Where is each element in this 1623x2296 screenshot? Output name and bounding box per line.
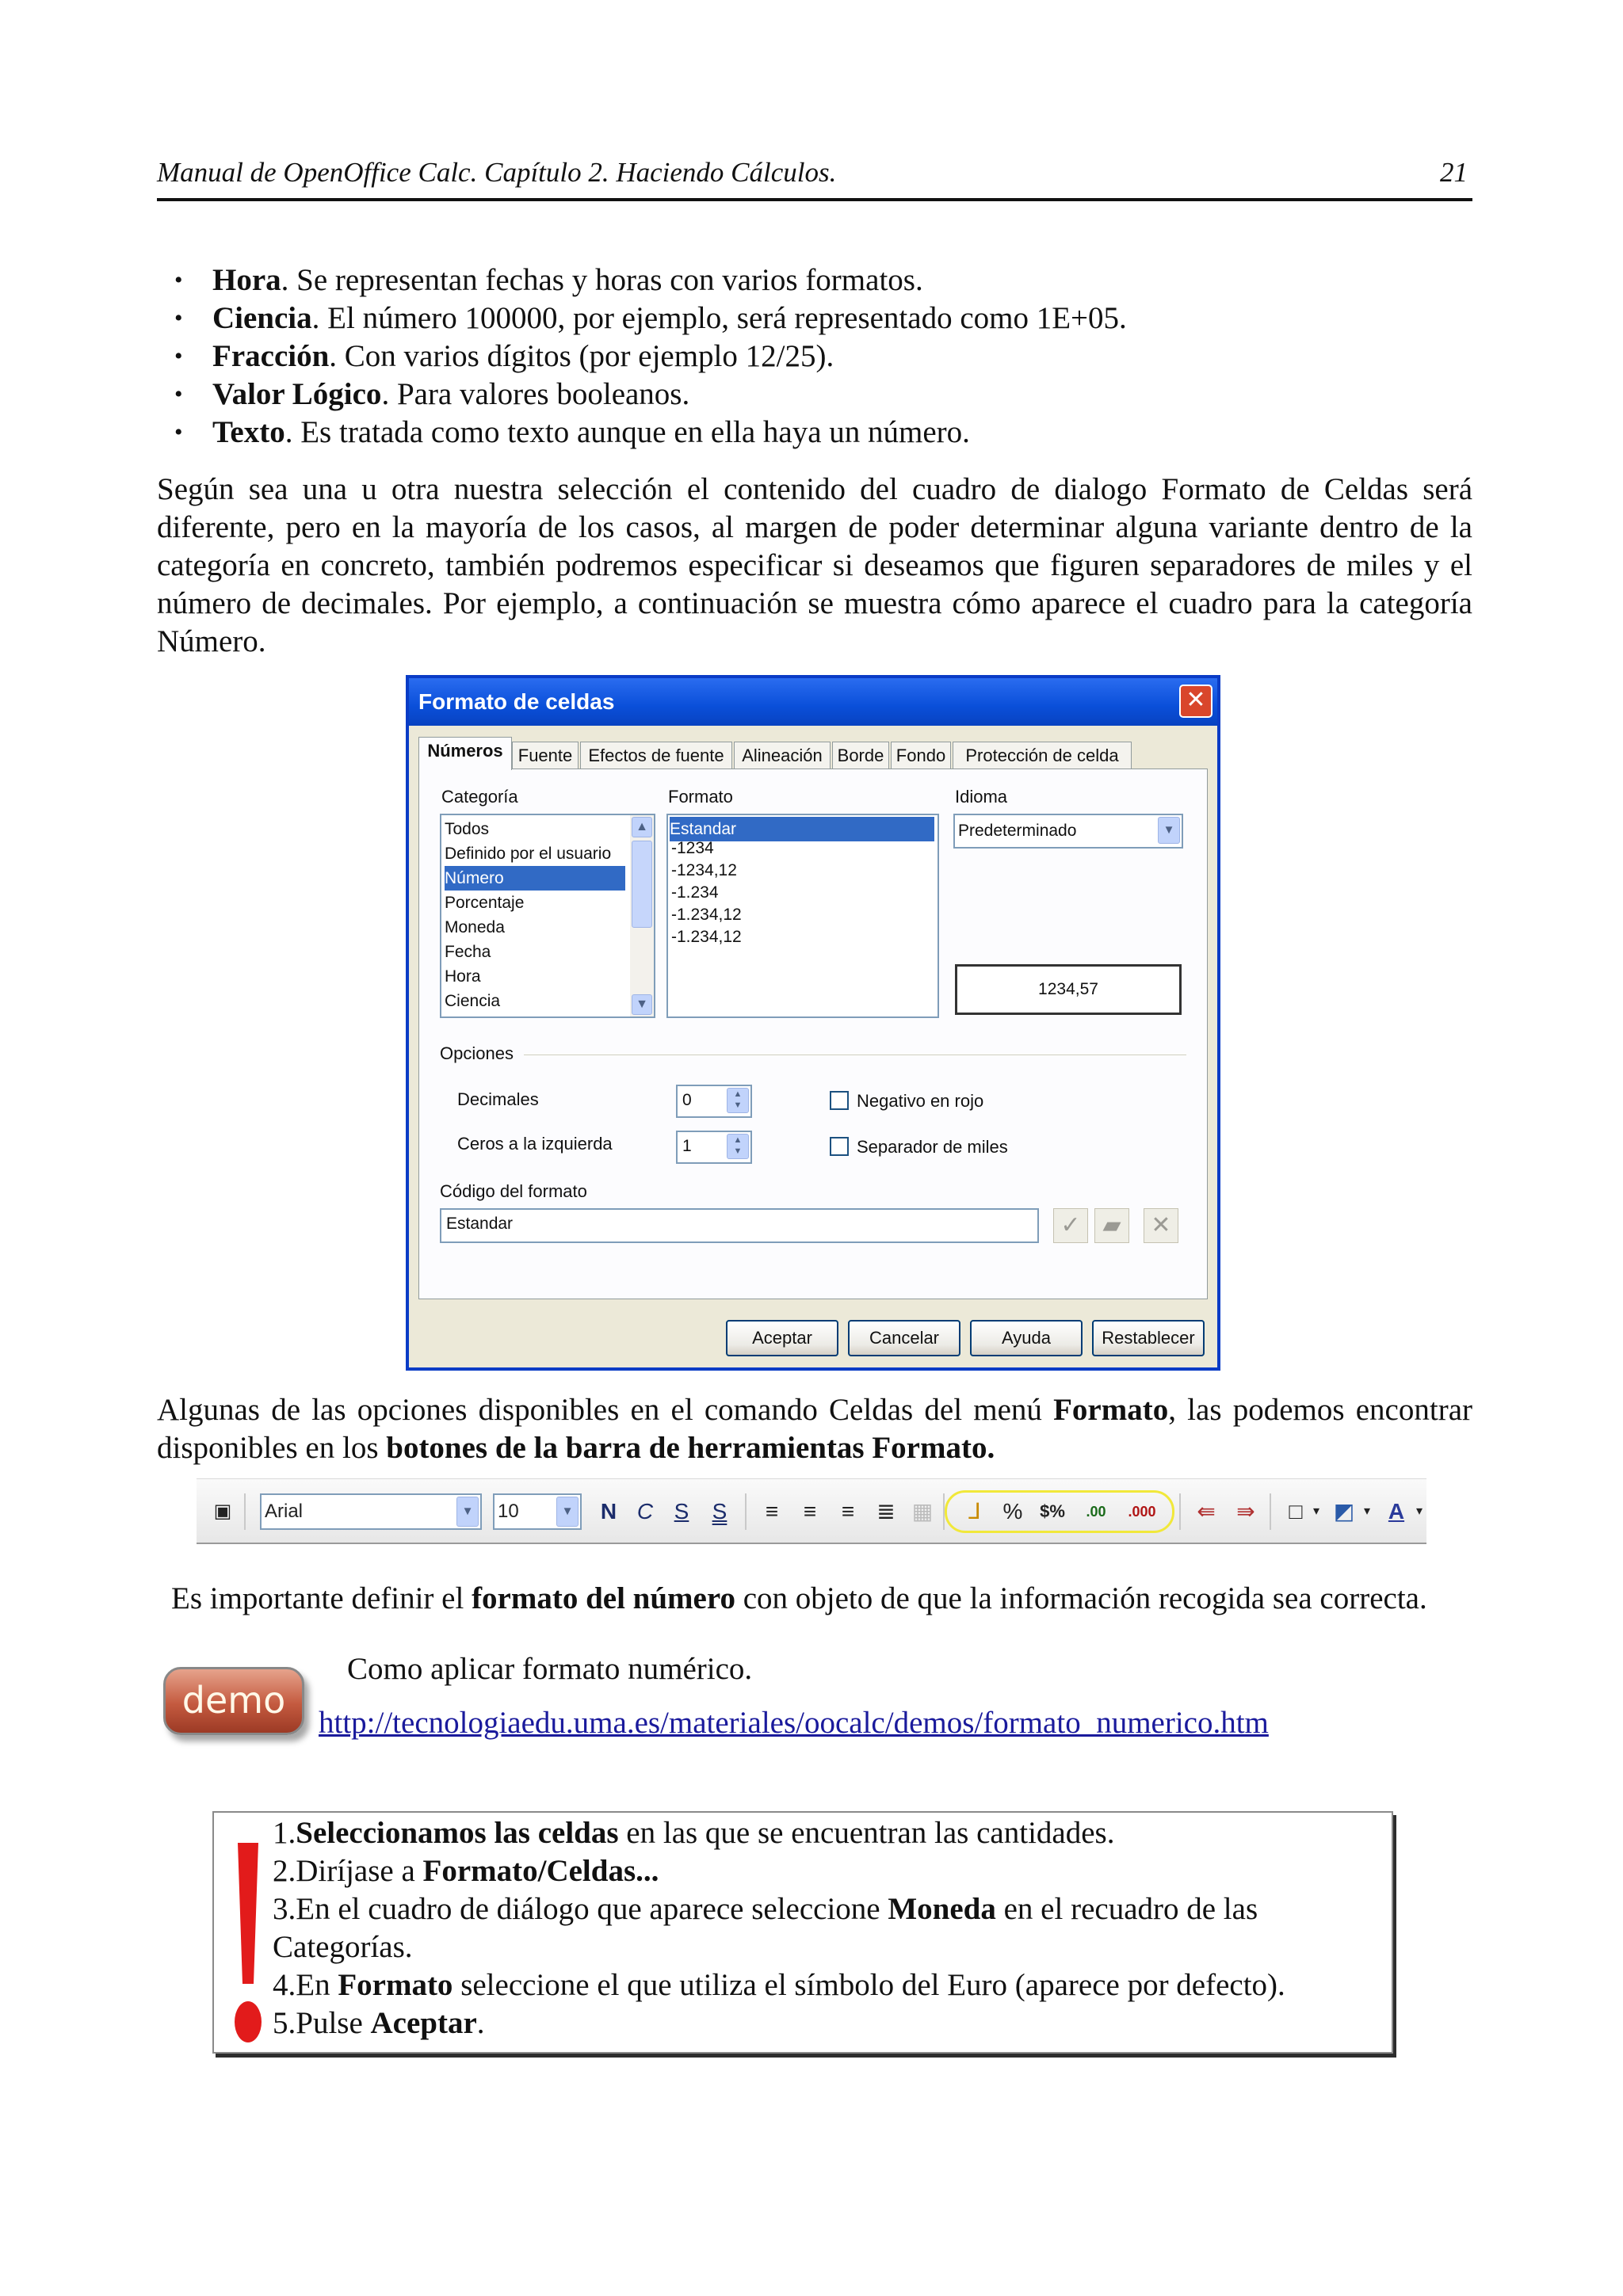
spin-arrows-icon[interactable]: ▲ ▼: [727, 1088, 749, 1113]
check-icon[interactable]: ✓: [1053, 1208, 1088, 1243]
leading-zeros-value: 1: [682, 1137, 692, 1155]
align-center-icon[interactable]: ≡: [803, 1499, 817, 1524]
font-name-value: Arial: [265, 1501, 304, 1522]
language-select[interactable]: [953, 814, 1183, 849]
category-scrollbar[interactable]: [630, 815, 654, 1016]
thousands-separator-checkbox[interactable]: [830, 1137, 849, 1156]
steps-list: [273, 1814, 1285, 2042]
increase-indent-icon[interactable]: ⇛: [1236, 1499, 1255, 1524]
decimals-value: 0: [682, 1091, 692, 1109]
chevron-down-icon[interactable]: ▾: [1363, 1505, 1371, 1518]
reset-button[interactable]: Restablecer: [1092, 1320, 1205, 1356]
help-button[interactable]: Ayuda: [970, 1320, 1083, 1356]
underline-icon[interactable]: S: [674, 1499, 689, 1524]
font-name-combo[interactable]: [260, 1493, 482, 1530]
negative-red-checkbox[interactable]: [830, 1091, 849, 1110]
list-item[interactable]: -1234: [671, 839, 714, 857]
background-color-icon[interactable]: ◩: [1333, 1499, 1355, 1524]
tab-fuente[interactable]: Fuente: [512, 742, 579, 769]
demo-badge[interactable]: demo: [163, 1667, 304, 1735]
list-item[interactable]: Hora: [445, 967, 481, 986]
format-code-input[interactable]: Estandar: [440, 1208, 1039, 1243]
list-item[interactable]: -1.234,12: [671, 928, 742, 946]
chevron-down-icon[interactable]: ▼: [556, 1497, 579, 1527]
dialog-titlebar: [409, 678, 1217, 726]
format-cells-dialog: [406, 675, 1220, 1371]
add-decimal-icon[interactable]: .00: [1086, 1504, 1106, 1520]
tab-fondo[interactable]: Fondo: [891, 742, 951, 769]
scroll-down-icon[interactable]: ▼: [632, 994, 652, 1015]
importance-paragraph: Es importante definir el formato del número con objeto de que la información recogida sea correcta.: [171, 1581, 1427, 1615]
toolbar-separator: [1270, 1493, 1271, 1530]
list-item: 4.En Formato seleccione el que utiliza el símbolo del Euro (aparece por defecto).: [273, 1968, 1285, 2002]
tab-borde[interactable]: Borde: [832, 742, 889, 769]
spin-arrows-icon[interactable]: ▲ ▼: [727, 1134, 749, 1159]
tab-efectos-fuente[interactable]: Efectos de fuente: [580, 742, 732, 769]
dialog-title: Formato de celdas: [418, 689, 615, 714]
negative-red-label: Negativo en rojo: [857, 1091, 984, 1111]
list-item: • Ciencia. El número 100000, por ejemplo, será representado como 1E+05.: [174, 301, 1127, 335]
list-item[interactable]: -1.234,12: [671, 906, 742, 924]
thousands-separator-label: Separador de miles: [857, 1137, 1008, 1157]
list-item: • Texto. Es tratada como texto aunque en ella haya un número.: [174, 415, 970, 449]
language-value: Predeterminado: [958, 822, 1077, 840]
demo-link[interactable]: http://tecnologiaedu.uma.es/materiales/oocalc/demos/formato_numerico.htm: [319, 1706, 1269, 1740]
list-item: • Hora. Se representan fechas y horas con varios formatos.: [174, 263, 923, 297]
list-item[interactable]: Moneda: [445, 918, 505, 936]
align-right-icon[interactable]: ≡: [841, 1499, 855, 1524]
font-size-value: 10: [498, 1501, 519, 1522]
cancel-button[interactable]: Cancelar: [848, 1320, 960, 1356]
format-toolbar: [197, 1478, 1426, 1544]
bold-icon[interactable]: N: [600, 1499, 617, 1524]
toolbar-separator: [244, 1493, 246, 1530]
font-color-icon[interactable]: A: [1388, 1499, 1405, 1524]
justify-icon[interactable]: ≣: [876, 1499, 896, 1524]
language-label: Idioma: [955, 787, 1008, 807]
options-label: Opciones: [440, 1043, 514, 1063]
double-underline-icon[interactable]: S: [712, 1499, 727, 1524]
exclamation-icon: [231, 1841, 265, 2047]
decimals-label: Decimales: [457, 1089, 539, 1109]
tab-alineacion[interactable]: Alineación: [734, 742, 831, 769]
list-item: • Fracción. Con varios dígitos (por ejemplo 12/25).: [174, 339, 834, 373]
currency-format-icon[interactable]: ⅃: [968, 1499, 981, 1524]
format-preview: 1234,57: [955, 964, 1182, 1015]
list-item: 2.Diríjase a Formato/Celdas...: [273, 1854, 659, 1888]
list-item: 5.Pulse Aceptar.: [273, 2006, 485, 2040]
scroll-up-icon[interactable]: ▲: [632, 817, 652, 837]
tab-proteccion[interactable]: Protección de celda: [953, 742, 1132, 769]
format-category-list: [174, 261, 1127, 452]
intro-paragraph: Según sea una u otra nuestra selección el contenido del cuadro de dialogo Formato de Celdas será diferente, pero en la mayoría de los casos, al margen de poder determinar alguna variante dentro de la categoría en concreto, también podremos especificar si deseamos que figuren separadores de miles y el número de decimales. Por ejemplo, a continuación se muestra cómo aparece el cuadro para la categoría Número.: [157, 472, 1472, 658]
percent-icon[interactable]: %: [1002, 1499, 1023, 1524]
decrease-indent-icon[interactable]: ⇚: [1197, 1499, 1216, 1524]
list-item[interactable]: -1234,12: [671, 861, 737, 879]
demo-description: Como aplicar formato numérico.: [347, 1652, 753, 1686]
list-item[interactable]: Ciencia: [445, 992, 501, 1010]
leading-zeros-stepper[interactable]: [676, 1131, 752, 1164]
steps-box: [212, 1811, 1393, 2054]
page-number: 21: [1440, 157, 1468, 188]
category-listbox[interactable]: [440, 814, 655, 1018]
tab-numeros[interactable]: Números: [418, 737, 512, 770]
page-header: [157, 155, 1472, 201]
list-item[interactable]: -1.234: [671, 883, 719, 902]
numbers-panel: [418, 769, 1208, 1299]
toolbar-separator: [1179, 1493, 1181, 1530]
format-listbox[interactable]: [666, 814, 939, 1018]
format-code-label: Código del formato: [440, 1181, 587, 1201]
delete-icon[interactable]: ✕: [1144, 1208, 1178, 1243]
list-item: • Valor Lógico. Para valores booleanos.: [174, 377, 690, 411]
list-item-selected[interactable]: Número: [445, 866, 625, 891]
standard-format-icon[interactable]: $%: [1040, 1501, 1065, 1521]
delete-decimal-icon[interactable]: .000: [1128, 1504, 1156, 1520]
borders-icon[interactable]: □: [1289, 1499, 1303, 1524]
leading-zeros-label: Ceros a la izquierda: [457, 1134, 613, 1154]
chevron-down-icon[interactable]: ▼: [456, 1497, 479, 1527]
format-label: Formato: [668, 787, 733, 807]
chevron-down-icon[interactable]: ▾: [1312, 1505, 1320, 1518]
list-item[interactable]: Porcentaje: [445, 894, 525, 912]
list-item: 1.Seleccionamos las celdas en las que se encuentran las cantidades.: [273, 1816, 1115, 1850]
category-label: Categoría: [441, 787, 518, 807]
list-item-selected[interactable]: Estandar: [670, 817, 934, 841]
align-left-icon[interactable]: ≡: [765, 1499, 779, 1524]
close-icon[interactable]: ✕: [1179, 685, 1212, 718]
scroll-thumb[interactable]: [632, 841, 652, 928]
list-item: Categorías.: [273, 1930, 413, 1964]
list-item[interactable]: Definido por el usuario: [445, 845, 612, 863]
accept-button[interactable]: Aceptar: [726, 1320, 838, 1356]
list-item[interactable]: Fecha: [445, 943, 491, 961]
chevron-down-icon[interactable]: ▾: [1415, 1505, 1423, 1518]
italic-icon[interactable]: C: [636, 1499, 654, 1524]
styles-icon[interactable]: ▣: [213, 1501, 232, 1522]
font-size-combo[interactable]: [493, 1493, 582, 1530]
chevron-down-icon[interactable]: ▼: [1158, 817, 1180, 844]
comment-icon[interactable]: ▰: [1094, 1208, 1129, 1243]
merge-cells-icon[interactable]: ▦: [911, 1499, 934, 1524]
toolbar-paragraph: Algunas de las opciones disponibles en el comando Celdas del menú Formato, las podemos encontrar disponibles en los botones de la barra de herramientas Formato.: [157, 1393, 1472, 1465]
decimals-stepper[interactable]: [676, 1085, 752, 1118]
header-title: Manual de OpenOffice Calc. Capítulo 2. Haciendo Cálculos.: [157, 157, 837, 188]
toolbar-separator: [745, 1493, 747, 1530]
list-item[interactable]: Todos: [445, 820, 490, 838]
list-item: 3.En el cuadro de diálogo que aparece seleccione Moneda en el recuadro de las: [273, 1892, 1258, 1926]
